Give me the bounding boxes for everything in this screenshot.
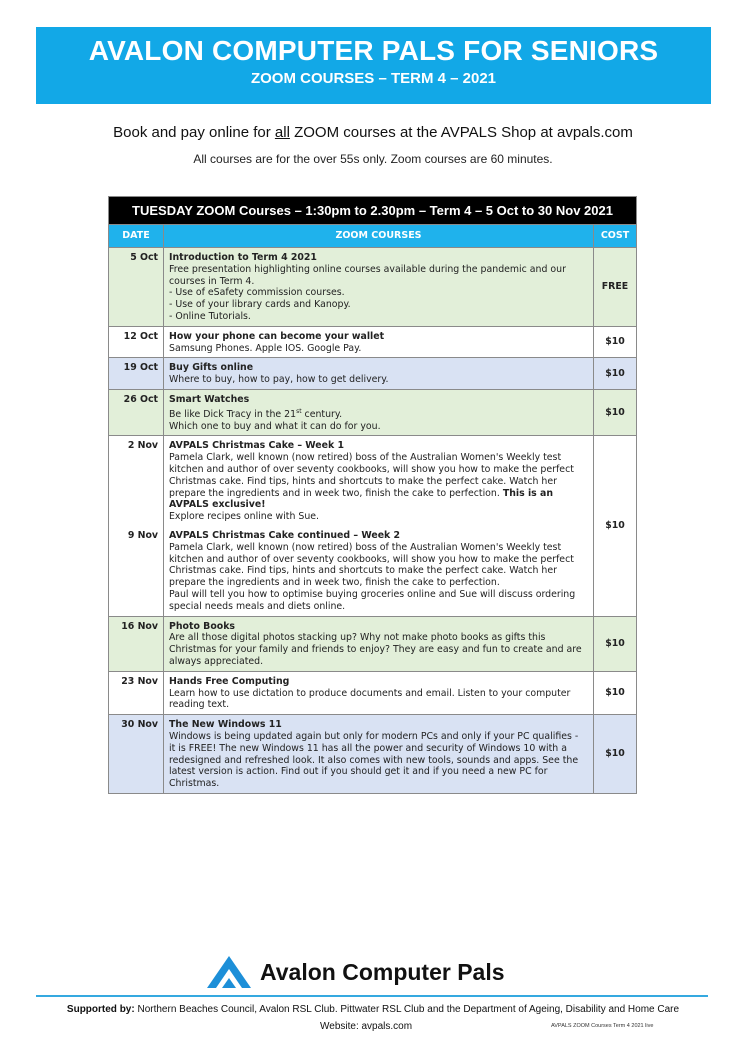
page-title: AVALON COMPUTER PALS FOR SENIORS (88, 35, 659, 66)
triangle-logo-icon (205, 955, 253, 989)
row-cost: $10 (594, 616, 637, 671)
course-line: Where to buy, how to pay, how to get delivery. (169, 374, 389, 386)
course-title: Smart Watches (169, 393, 250, 405)
row-course (164, 715, 594, 794)
table-row (109, 389, 637, 436)
table-row (109, 436, 637, 526)
table-row (109, 358, 637, 390)
course-title: How your phone can become your wallet (169, 330, 385, 342)
course-line: - Use of eSafety commission courses. (169, 287, 345, 299)
course-title: Introduction to Term 4 2021 (169, 252, 317, 263)
course-line: Free presentation highlighting online courses available during the pandemic and our courses in Term 4. (169, 263, 566, 287)
ordinal-suffix: st (296, 407, 302, 415)
course-title: Photo Books (169, 620, 236, 632)
row-date: 26 Oct (109, 389, 164, 436)
booking-suffix: ZOOM courses at the AVPALS Shop at avpals.com (289, 124, 633, 141)
row-cost: $10 (594, 358, 637, 390)
row-date: 2 Nov (109, 436, 164, 526)
booking-line (0, 124, 746, 141)
row-date: 23 Nov (109, 671, 164, 714)
row-cost: FREE (594, 248, 637, 327)
table-heading: TUESDAY ZOOM Courses – 1:30pm to 2.30pm – Term 4 – 5 Oct to 30 Nov 2021 (109, 197, 637, 225)
title-banner (36, 27, 711, 104)
table-row (109, 671, 637, 714)
course-extra: Explore recipes online with Sue. (169, 511, 320, 523)
row-course (164, 671, 594, 714)
supporters-text: Northern Beaches Council, Avalon RSL Club. Pittwater RSL Club and the Department of Ageing, Disability and Home Care (134, 1004, 680, 1015)
course-body (169, 452, 587, 511)
row-course (164, 389, 594, 436)
row-course (164, 436, 594, 526)
course-body: Learn how to use dictation to produce documents and email. Listen to your computer reading text. (169, 687, 571, 711)
row-date: 12 Oct (109, 326, 164, 358)
course-body: Pamela Clark, well known (now retired) boss of the Australian Women's Weekly test kitchen and author of over seventy cookbooks, will show you how to make the perfect Christmas cake. Find tips, hints and shortcuts to make the perfect cake. Watch her prepare the ingredients and in week two, finish the cake to perfection. (169, 541, 574, 589)
course-line: - Use of your library cards and Kanopy. (169, 299, 351, 311)
row-date: 5 Oct (109, 248, 164, 327)
course-line: Which one to buy and what it can do for you. (169, 420, 381, 432)
course-title: Buy Gifts online (169, 362, 254, 374)
row-date: 9 Nov (109, 526, 164, 616)
booking-prefix: Book and pay online for (113, 124, 275, 141)
row-course (164, 326, 594, 358)
course-title: Hands Free Computing (169, 675, 290, 687)
row-date: 19 Oct (109, 358, 164, 390)
course-line (169, 406, 587, 421)
row-cost: $10 (594, 326, 637, 358)
supporters-label: Supported by: (66, 1004, 135, 1015)
row-cost: $10 (594, 389, 637, 436)
website-link[interactable]: Website: avpals.com (320, 1021, 413, 1032)
course-title: AVPALS Christmas Cake continued – Week 2 (169, 530, 401, 542)
column-header-courses: ZOOM COURSES (164, 225, 594, 248)
course-body: Windows is being updated again but only for modern PCs and only if your PC qualifies - it is FREE! The new Windows 11 has all the power and security of Windows 10 with a redesigned and refreshed look. It also comes with new tools, sounds and apps. See the latest version is action. Find out if you should get it and if you need a new PC for Christmas. (169, 731, 579, 790)
row-course (164, 248, 594, 327)
row-course (164, 526, 594, 616)
table-row (109, 248, 637, 327)
footer-divider (36, 995, 708, 997)
course-line-text: Be like Dick Tracy in the 21 (169, 408, 297, 420)
table-row (109, 526, 637, 616)
logo-text: Avalon Computer Pals (260, 959, 505, 985)
row-course (164, 616, 594, 671)
course-body-text: Pamela Clark, well known (now retired) boss of the Australian Women's Weekly test kitchen and author of over seventy cookbooks, will show you how to make the perfect Christmas cake. Find tips, hints and shortcuts to make the perfect cake. Watch her prepare the ingredients and in week two, finish the cake to perfection. (169, 452, 574, 499)
course-highlight: This is an AVPALS exclusive! (169, 487, 553, 511)
row-date: 16 Nov (109, 616, 164, 671)
page-subtitle: ZOOM COURSES – TERM 4 – 2021 (250, 70, 497, 87)
row-date: 30 Nov (109, 715, 164, 794)
course-extra: Paul will tell you how to optimise buying groceries online and Sue will discuss ordering special needs meals and diets online. (169, 589, 576, 612)
avalon-logo (205, 955, 550, 991)
course-body: Are all those digital photos stacking up? Why not make photo books as gifts this Christmas for your family and friends to enjoy? They are easy and fun to create and are always appreciated. (169, 632, 582, 668)
column-header-cost: COST (594, 225, 637, 248)
course-line: - Online Tutorials. (169, 310, 251, 322)
supporters-line (0, 1004, 746, 1015)
course-line: Samsung Phones. Apple IOS. Google Pay. (169, 342, 362, 354)
row-cost: $10 (594, 715, 637, 794)
course-table (108, 196, 637, 794)
booking-underlined: all (274, 124, 290, 141)
table-row (109, 616, 637, 671)
eligibility-note: All courses are for the over 55s only. Zoom courses are 60 minutes. (193, 152, 553, 166)
row-cost: $10 (594, 436, 637, 616)
column-header-date: DATE (109, 225, 164, 248)
table-row (109, 326, 637, 358)
course-title: The New Windows 11 (169, 719, 282, 731)
document-footnote: AVPALS ZOOM Courses Term 4 2021 live (551, 1023, 654, 1029)
table-row (109, 715, 637, 794)
row-course (164, 358, 594, 390)
row-cost: $10 (594, 671, 637, 714)
course-title: AVPALS Christmas Cake – Week 1 (169, 440, 345, 452)
course-line-text: century. (301, 408, 343, 420)
